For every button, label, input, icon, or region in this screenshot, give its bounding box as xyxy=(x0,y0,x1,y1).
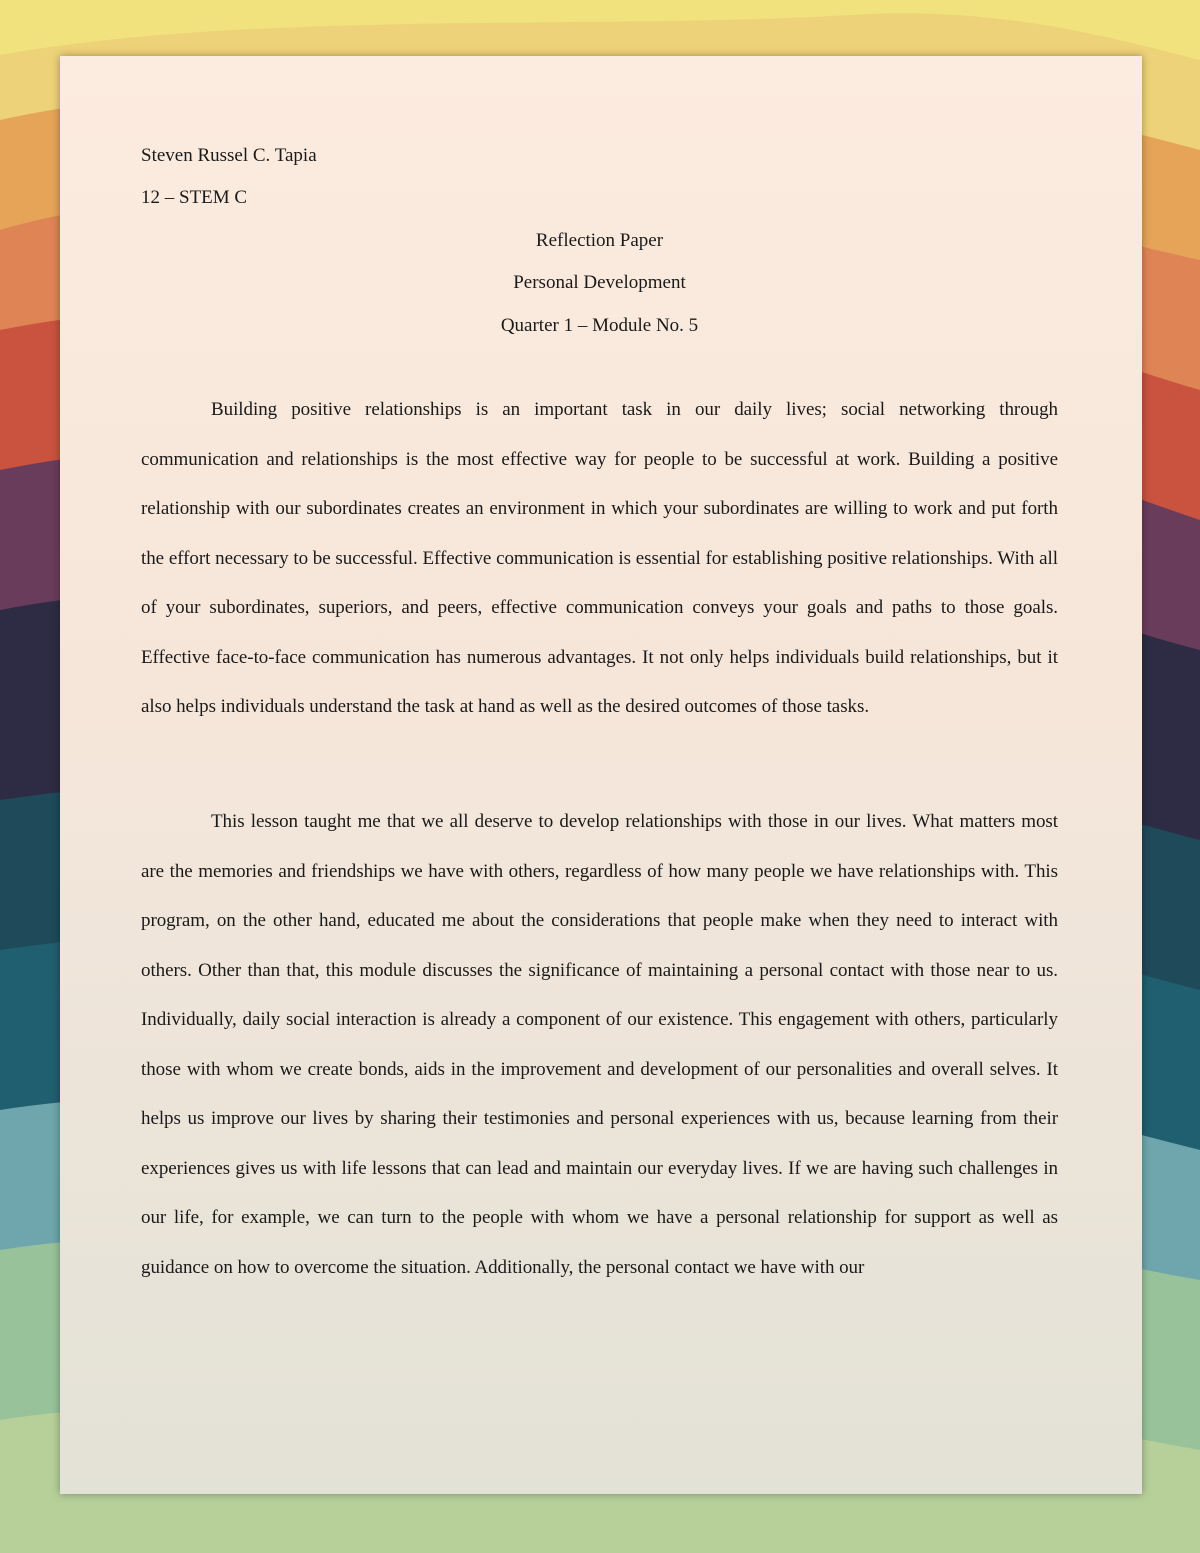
paper-module: Quarter 1 – Module No. 5 xyxy=(500,315,699,336)
paper-title: Reflection Paper xyxy=(535,230,664,251)
author-section: 12 – STEM C xyxy=(141,187,248,208)
author-name: Steven Russel C. Tapia xyxy=(141,145,317,166)
paper-subject: Personal Development xyxy=(513,272,686,293)
document-page xyxy=(60,56,1142,1494)
body-paragraph-1: Building positive relationships is an important task in our daily lives; social networking through communication and relationships is the most effective way for people to be successful at work. Building a positive relationship with our subordinates creates an environment in which your subordinates are willing to work and put forth the effort necessary to be successful. Effective communication is essential for establishing positive relationships. With all of your subordinates, superiors, and peers, effective communication conveys your goals and paths to those goals. Effective face-to-face communication has numerous advantages. It not only helps individuals build relationships, but it also helps individuals understand the task at hand as well as the desired outcomes of those tasks. xyxy=(141,399,1058,717)
body-paragraph-2: This lesson taught me that we all deserve to develop relationships with those in our lives. What matters most are the memories and friendships we have with others, regardless of how many people we have relationships with. This program, on the other hand, educated me about the considerations that people make when they need to interact with others. Other than that, this module discusses the significance of maintaining a personal contact with those near to us. Individually, daily social interaction is already a component of our existence. This engagement with others, particularly those with whom we create bonds, aids in the improvement and development of our personalities and overall selves. It helps us improve our lives by sharing their testimonies and personal experiences with us, because learning from their experiences gives us with life lessons that can lead and maintain our everyday lives. If we are having such challenges in our life, for example, we can turn to the people with whom we have a personal relationship for support as well as guidance on how to overcome the situation. Additionally, the personal contact we have with our xyxy=(141,811,1058,1278)
